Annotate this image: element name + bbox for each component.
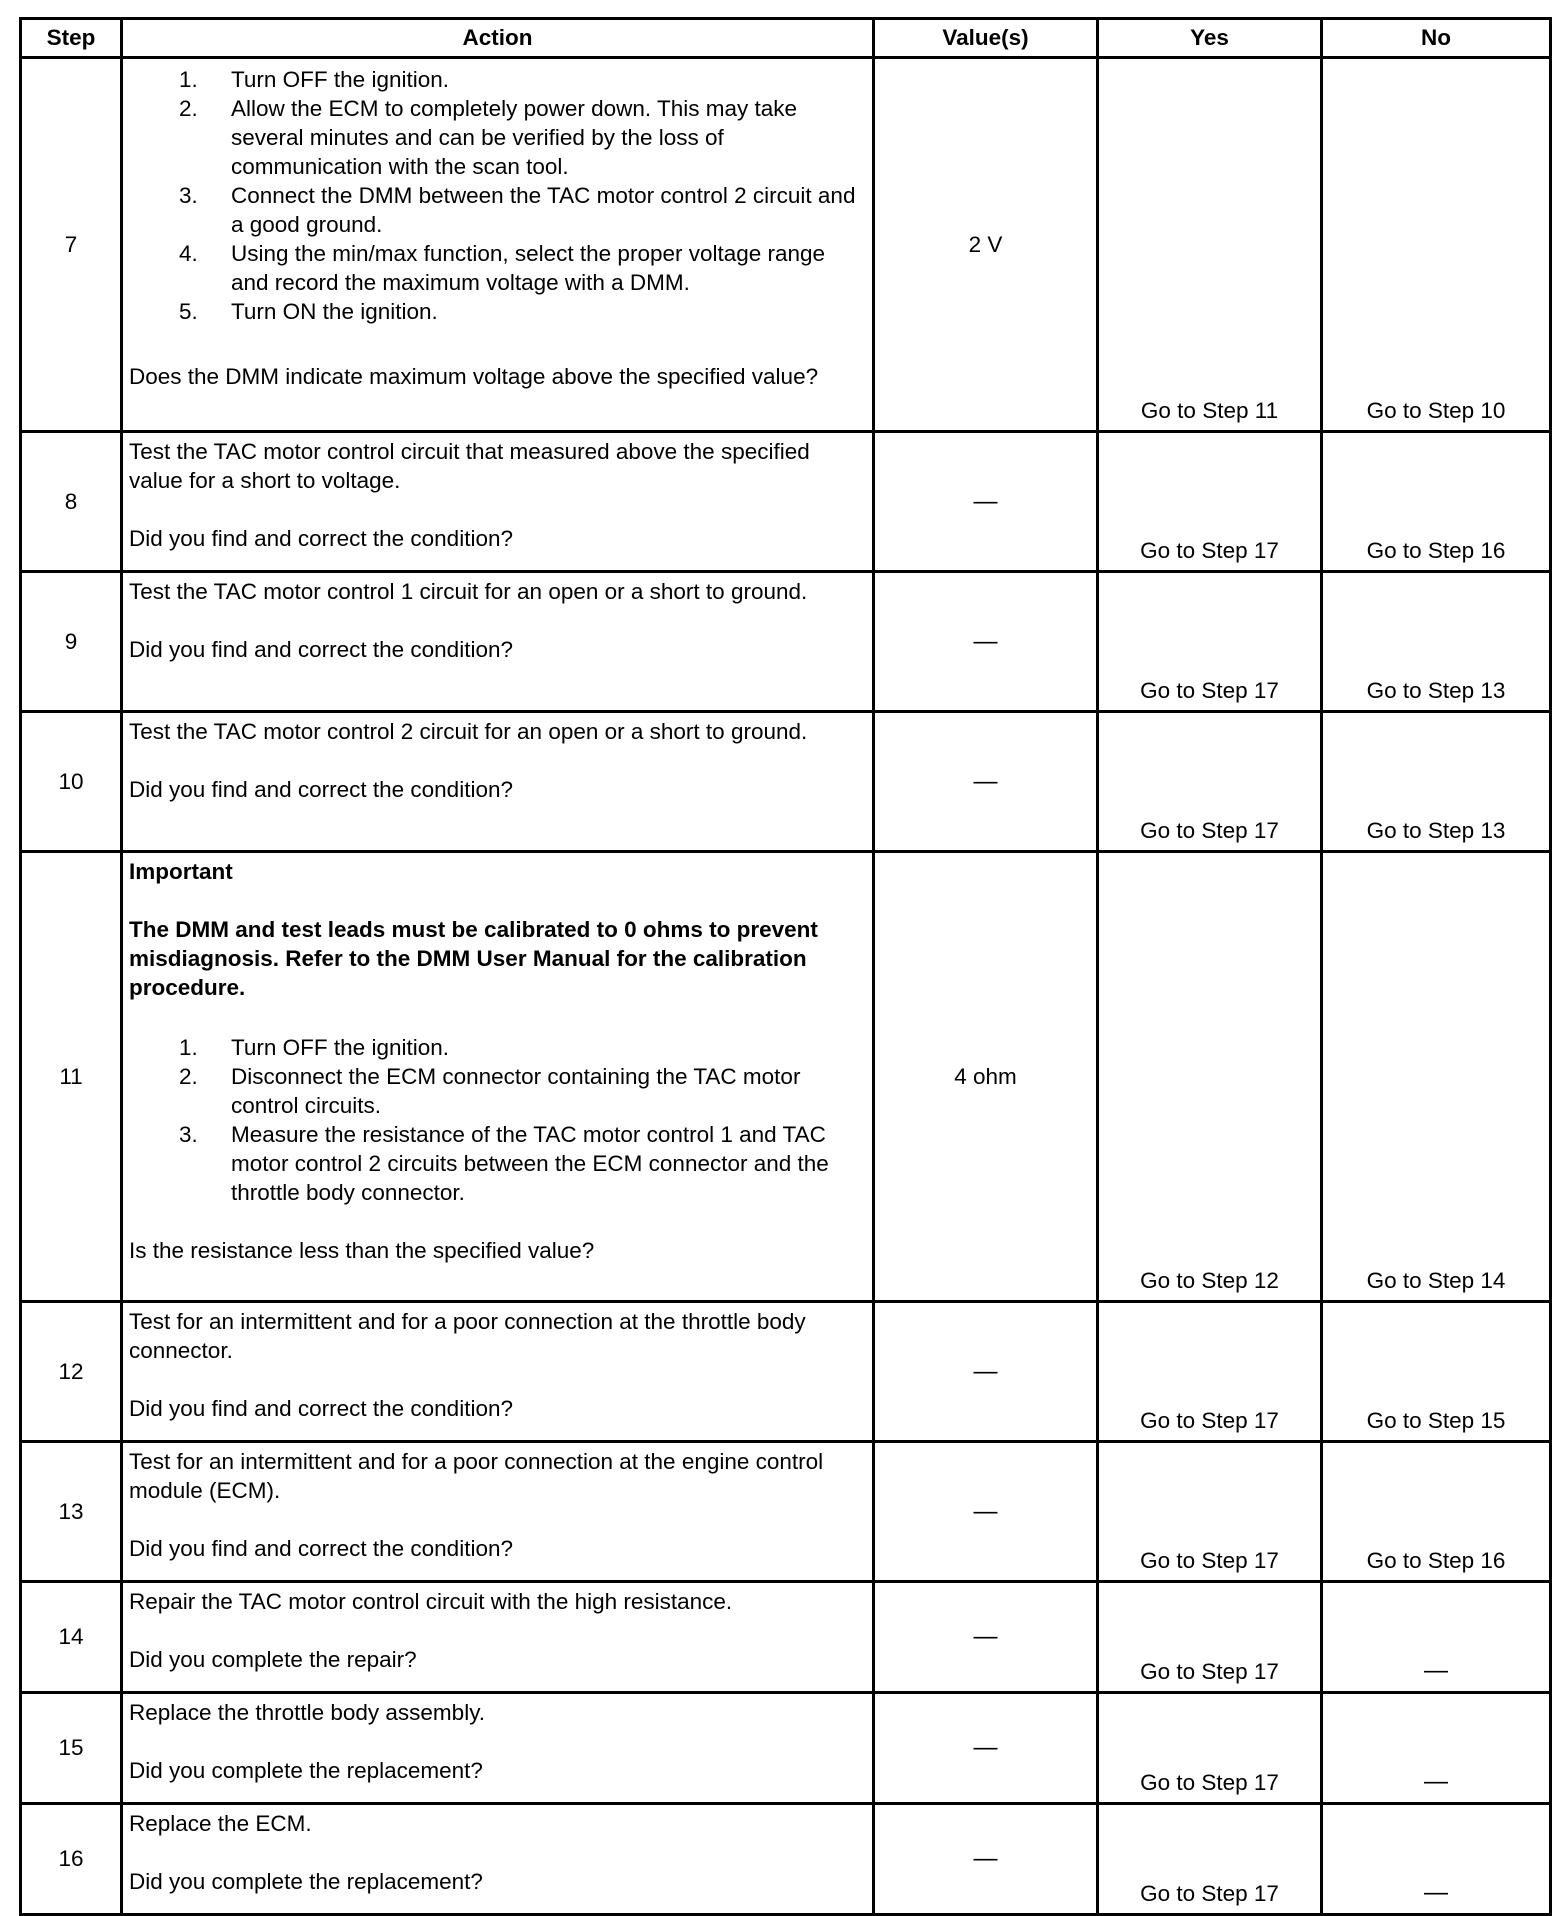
- action-steps-list: [129, 65, 866, 326]
- table-row-step-13: [21, 1442, 1551, 1582]
- list-item: [129, 1033, 866, 1062]
- value-cell: 4 ohm: [874, 852, 1098, 1302]
- list-number: 5.: [179, 299, 198, 324]
- list-text: Using the min/max function, select the proper voltage range and record the maximum voltage with a DMM.: [231, 241, 826, 295]
- yes-cell: Go to Step 17: [1098, 1804, 1322, 1915]
- action-cell: [122, 1693, 874, 1804]
- list-item: [129, 1120, 866, 1207]
- value-cell: 2 V: [874, 58, 1098, 432]
- yes-cell: Go to Step 17: [1098, 1582, 1322, 1693]
- list-text: Turn OFF the ignition.: [231, 67, 450, 92]
- header-no: No: [1322, 19, 1551, 58]
- table-row-step-9: [21, 572, 1551, 712]
- no-cell: Go to Step 13: [1322, 572, 1551, 712]
- list-item: [129, 94, 866, 181]
- table-row-step-8: [21, 432, 1551, 572]
- value-cell: —: [874, 1442, 1098, 1582]
- action-cell: [122, 852, 874, 1302]
- value-cell: —: [874, 572, 1098, 712]
- list-text: Measure the resistance of the TAC motor control 1 and TAC motor control 2 circuits between the ECM connector and the throttle body connector.: [231, 1122, 829, 1205]
- action-intro: Test the TAC motor control 1 circuit for an open or a short to ground.: [129, 579, 808, 604]
- action-question: Did you find and correct the condition?: [129, 1396, 513, 1421]
- header-row: [21, 19, 1551, 58]
- no-cell: —: [1322, 1693, 1551, 1804]
- list-number: 3.: [179, 1122, 198, 1147]
- no-cell: Go to Step 15: [1322, 1302, 1551, 1442]
- value-cell: —: [874, 1582, 1098, 1693]
- action-question: Did you complete the replacement?: [129, 1869, 483, 1894]
- action-question: Did you complete the replacement?: [129, 1758, 483, 1783]
- list-item: [129, 297, 866, 326]
- no-cell: Go to Step 13: [1322, 712, 1551, 852]
- list-item: [129, 1062, 866, 1120]
- no-cell: Go to Step 16: [1322, 1442, 1551, 1582]
- action-cell: [122, 1302, 874, 1442]
- no-cell: Go to Step 16: [1322, 432, 1551, 572]
- step-number: 8: [21, 432, 122, 572]
- list-text: Turn ON the ignition.: [231, 299, 438, 324]
- action-cell: [122, 1442, 874, 1582]
- step-number: 14: [21, 1582, 122, 1693]
- table-row-step-14: [21, 1582, 1551, 1693]
- list-number: 1.: [179, 1035, 198, 1060]
- table-row-step-7: [21, 58, 1551, 432]
- action-intro: Repair the TAC motor control circuit with the high resistance.: [129, 1589, 733, 1614]
- value-cell: —: [874, 1693, 1098, 1804]
- list-number: 1.: [179, 67, 198, 92]
- yes-cell: Go to Step 17: [1098, 572, 1322, 712]
- list-text: Allow the ECM to completely power down. This may take several minutes and can be verified by the loss of communication with the scan tool.: [231, 96, 798, 179]
- no-cell: Go to Step 14: [1322, 852, 1551, 1302]
- list-text: Connect the DMM between the TAC motor control 2 circuit and a good ground.: [231, 183, 856, 237]
- action-intro: Test the TAC motor control 2 circuit for an open or a short to ground.: [129, 719, 808, 744]
- list-item: [129, 181, 866, 239]
- action-cell: [122, 1582, 874, 1693]
- list-text: Disconnect the ECM connector containing the TAC motor control circuits.: [231, 1064, 801, 1118]
- step-number: 9: [21, 572, 122, 712]
- list-number: 3.: [179, 183, 198, 208]
- action-steps-list: [129, 1033, 866, 1207]
- action-question: Did you find and correct the condition?: [129, 637, 513, 662]
- action-intro: Test for an intermittent and for a poor connection at the engine control module (ECM).: [129, 1449, 824, 1503]
- action-intro: Replace the ECM.: [129, 1811, 312, 1836]
- table-row-step-10: [21, 712, 1551, 852]
- list-number: 2.: [179, 96, 198, 121]
- yes-cell: Go to Step 12: [1098, 852, 1322, 1302]
- yes-cell: Go to Step 17: [1098, 1693, 1322, 1804]
- action-question: Did you find and correct the condition?: [129, 526, 513, 551]
- action-question: Is the resistance less than the specified value?: [129, 1238, 595, 1263]
- action-question: Did you find and correct the condition?: [129, 777, 513, 802]
- action-cell: [122, 1804, 874, 1915]
- table-row-step-15: [21, 1693, 1551, 1804]
- step-number: 7: [21, 58, 122, 432]
- action-question: Does the DMM indicate maximum voltage above the specified value?: [129, 364, 819, 389]
- yes-cell: Go to Step 17: [1098, 432, 1322, 572]
- list-number: 4.: [179, 241, 198, 266]
- value-cell: —: [874, 712, 1098, 852]
- list-text: Turn OFF the ignition.: [231, 1035, 450, 1060]
- action-cell: [122, 712, 874, 852]
- header-yes: Yes: [1098, 19, 1322, 58]
- value-cell: —: [874, 1804, 1098, 1915]
- table-row-step-11: [21, 852, 1551, 1302]
- diagnostic-table: [19, 17, 1552, 1916]
- yes-cell: Go to Step 17: [1098, 1442, 1322, 1582]
- action-cell: [122, 432, 874, 572]
- action-intro: Test the TAC motor control circuit that measured above the specified value for a short to voltage.: [129, 439, 810, 493]
- no-cell: —: [1322, 1582, 1551, 1693]
- table-row-step-16: [21, 1804, 1551, 1915]
- action-cell: [122, 572, 874, 712]
- step-number: 15: [21, 1693, 122, 1804]
- list-item: [129, 239, 866, 297]
- action-question: Did you complete the repair?: [129, 1647, 417, 1672]
- header-action: Action: [122, 19, 874, 58]
- action-intro: Test for an intermittent and for a poor connection at the throttle body connector.: [129, 1309, 806, 1363]
- no-cell: Go to Step 10: [1322, 58, 1551, 432]
- step-number: 13: [21, 1442, 122, 1582]
- yes-cell: Go to Step 17: [1098, 712, 1322, 852]
- yes-cell: Go to Step 11: [1098, 58, 1322, 432]
- important-note: The DMM and test leads must be calibrated to 0 ohms to prevent misdiagnosis. Refer to the DMM User Manual for the calibration procedure.: [129, 917, 818, 1000]
- action-cell: [122, 58, 874, 432]
- action-intro: Replace the throttle body assembly.: [129, 1700, 486, 1725]
- step-number: 12: [21, 1302, 122, 1442]
- value-cell: —: [874, 1302, 1098, 1442]
- list-number: 2.: [179, 1064, 198, 1089]
- header-values: Value(s): [874, 19, 1098, 58]
- action-question: Did you find and correct the condition?: [129, 1536, 513, 1561]
- no-cell: —: [1322, 1804, 1551, 1915]
- step-number: 16: [21, 1804, 122, 1915]
- step-number: 10: [21, 712, 122, 852]
- table-row-step-12: [21, 1302, 1551, 1442]
- step-number: 11: [21, 852, 122, 1302]
- list-item: [129, 65, 866, 94]
- yes-cell: Go to Step 17: [1098, 1302, 1322, 1442]
- value-cell: —: [874, 432, 1098, 572]
- important-label: Important: [129, 859, 233, 884]
- header-step: Step: [21, 19, 122, 58]
